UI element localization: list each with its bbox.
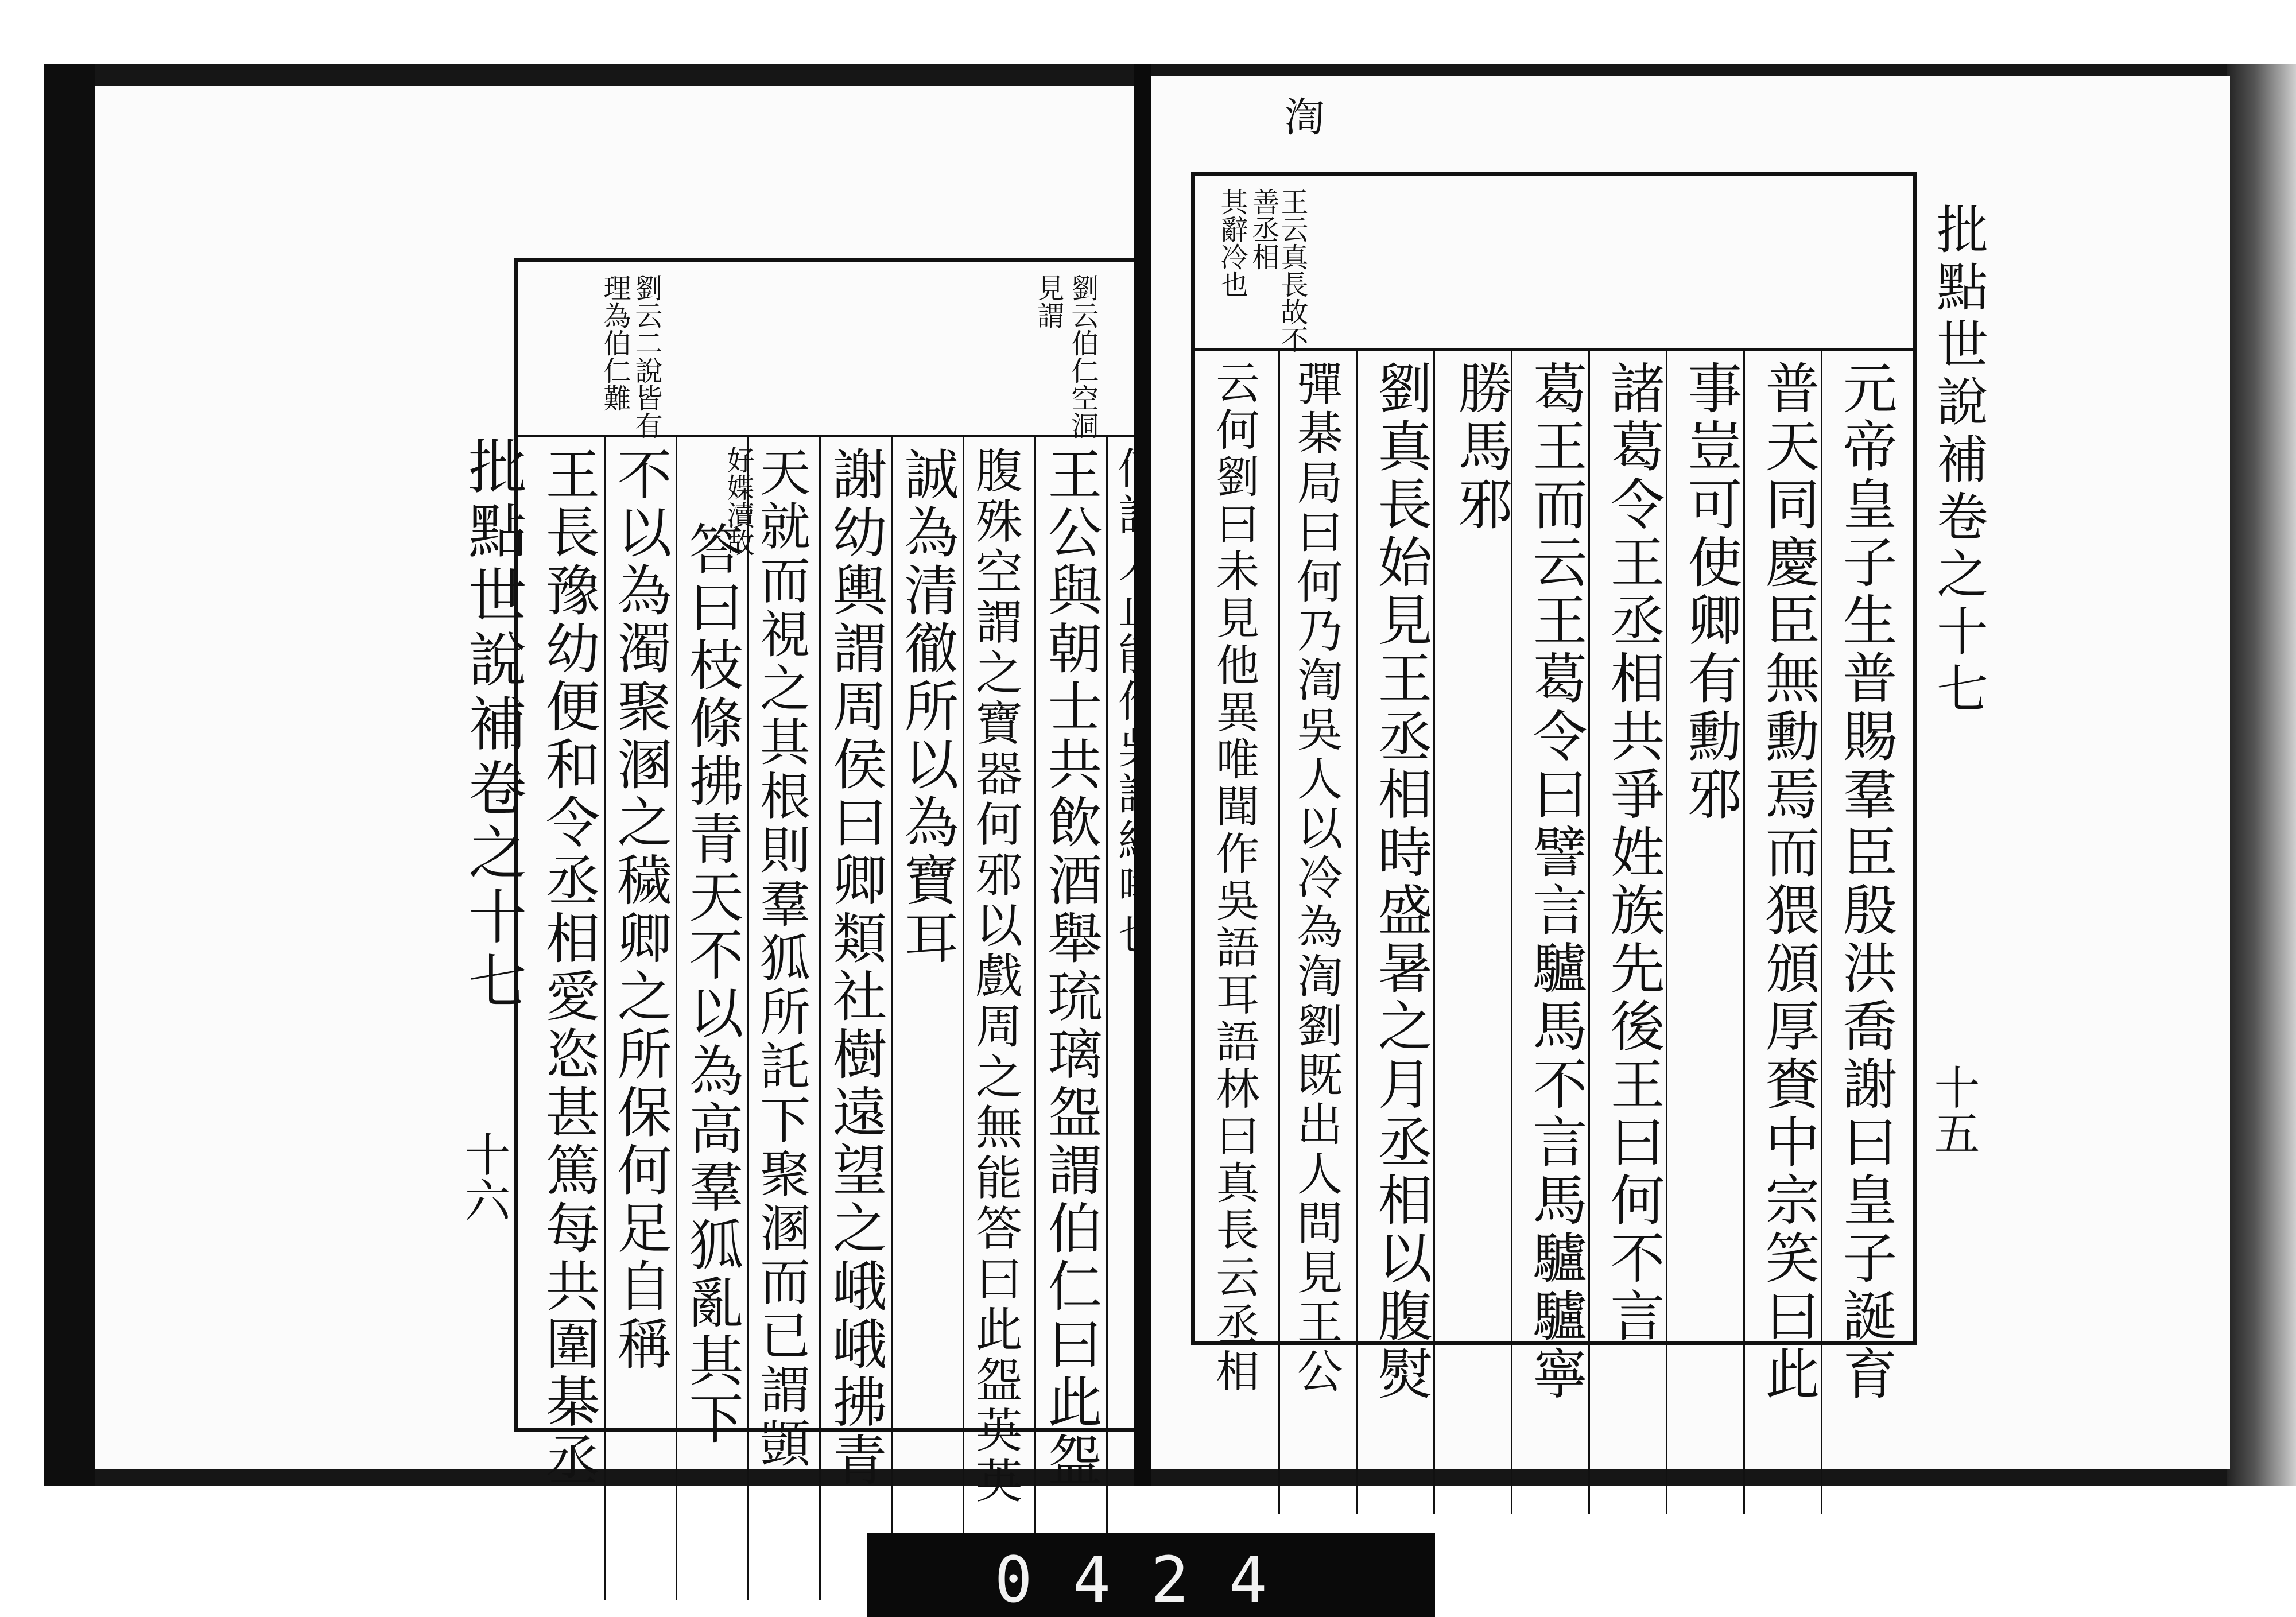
- text-column: 劉真長始見王丞相時盛暑之月丞相以腹熨: [1369, 360, 1432, 1403]
- right-folio: 十五: [1926, 1064, 1980, 1155]
- head-note: 王云真長故不: [1276, 188, 1308, 353]
- text-column: 元帝皇子生普賜羣臣殷洪喬謝曰皇子誕育: [1834, 360, 1897, 1403]
- text-column: 葛王而云王葛令曰譬言驢馬不言馬驢驢寧: [1524, 360, 1587, 1403]
- text-column: 普天同慶臣無勳焉而猥頒厚賚中宗笑曰此: [1756, 360, 1820, 1403]
- scan-edge: [2227, 64, 2296, 1486]
- text-column: 王長豫幼便和令丞相愛恣甚篤每共圍棊丞: [537, 446, 600, 1490]
- left-folio: 十六: [457, 1131, 510, 1223]
- text-column: 天就而視之其根則羣狐所託下聚溷而已謂顗: [752, 446, 811, 1471]
- text-column: 誠為清徹所以為寶耳: [895, 446, 959, 968]
- text-column: 事豈可使卿有勳邪: [1679, 360, 1742, 824]
- edge-title: 批點世說補卷之十七: [1927, 203, 1988, 719]
- text-column: 諸葛令王丞相共爭姓族先後王曰何不言: [1601, 360, 1665, 1345]
- frame-number: 0424: [994, 1543, 1308, 1616]
- head-note: 理為伯仁難: [599, 274, 631, 412]
- head-note: 善丞相: [1247, 188, 1279, 270]
- text-column: 云何劉曰未見他異唯聞作吳語耳語林曰真長云丞相: [1209, 360, 1260, 1395]
- text-column: 謝幼輿謂周侯曰卿類社樹遠望之峨峨拂青: [824, 446, 887, 1490]
- text-column: 王公與朝士共飲酒舉琉璃盌謂伯仁曰此盌: [1039, 446, 1102, 1490]
- book-spine: [1134, 64, 1151, 1486]
- head-note: 劉云二說皆有: [630, 274, 662, 439]
- left-rim: [44, 64, 95, 1486]
- left-page: [95, 86, 1134, 1507]
- text-column: 腹殊空謂之寶器何邪以戲周之無能答曰此盌英英: [968, 446, 1022, 1507]
- text-column: 彈棊局曰何乃渹吳人以冷為渹劉既出人問見王公: [1289, 360, 1343, 1397]
- left-text-block: [514, 258, 1188, 1507]
- interlinear-note: 好媟瀆故: [722, 446, 754, 556]
- text-column: 勝馬邪: [1449, 360, 1512, 534]
- head-note: 其辭冷也: [1216, 188, 1248, 298]
- text-column: 不以為濁聚溷之穢卿之所保何足自稱: [608, 446, 672, 1374]
- head-note: 劉云伯仁空洞: [1066, 274, 1099, 439]
- text-column: 答曰枝條拂青天不以為高羣狐亂其下: [680, 521, 743, 1448]
- frame-number-stamp: [867, 1533, 1435, 1617]
- head-note: 見謂: [1032, 274, 1064, 329]
- right-text-block: [1191, 96, 1917, 1403]
- head-note: 渹: [1278, 96, 1325, 136]
- outer-title: 批點世說補卷之十七: [459, 436, 527, 1015]
- right-page: [1151, 76, 2230, 1469]
